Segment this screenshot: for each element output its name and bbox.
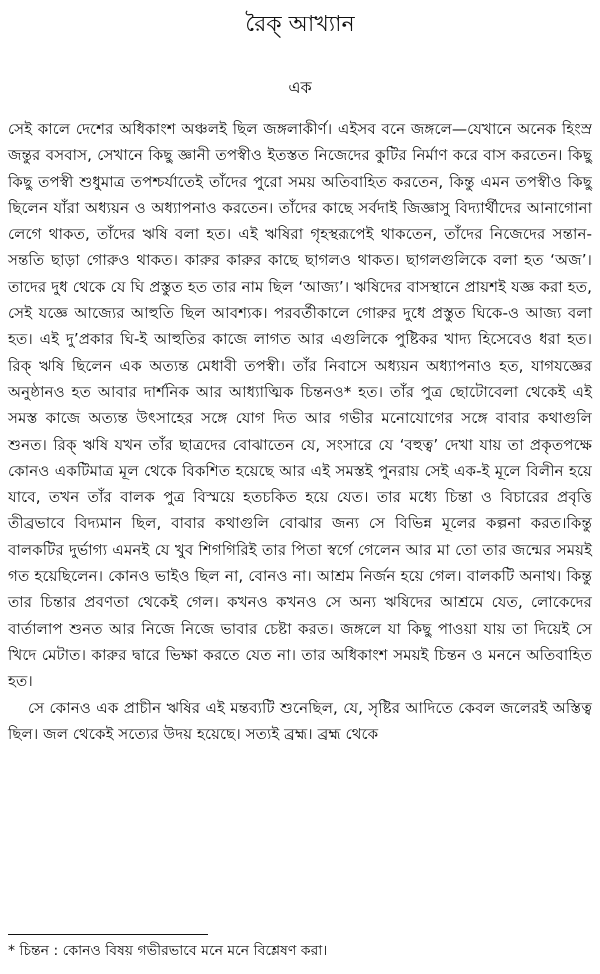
paragraph-2: সে কোনও এক প্রাচীন ঋষির এই মন্তব্যটি শুনেছিল, যে, সৃষ্টির আদিতে কেবল জলেরই অস্তিত্ব ছিল। জল থেকেই সত্যের উদয় হয়েছে। সত্যই ব্রহ্ম। ব্রহ্ম থেকে xyxy=(8,698,592,743)
chapter-title: রৈক্ আখ্যান xyxy=(245,12,355,37)
footnote: * চিন্তন : কোনও বিষয় গভীরভাবে মনে মনে বিশ্লেষণ করা। xyxy=(8,943,328,959)
paragraph-1: সেই কালে দেশের অধিকাংশ অঞ্চলই ছিল জঙ্গলাকীর্ণ। এইসব বনে জঙ্গলে—যেখানে অনেক হিংস্র জন্তুর বসবাস, সেখানে কিছু জ্ঞানী তপস্বীও ইতস্তত নিজেদের কুটির নির্মাণ করে বাস করতেন। কিছু কিছু তপস্বী শুধুমাত্র তপশ্চর্যাতেই তাঁদের পুরো সময় অতিবাহিত করতেন, কিন্তু এমন তপস্বীও কিছু ছিলেন যাঁরা অধ্যয়ন ও অধ্যাপনাও করতেন। তাঁদের কাছে সর্বদাই জিজ্ঞাসু বিদ্যার্থীদের আনাগোনা লেগে থাকত, তাঁদের ঋষি বলা হত। এই ঋষিরা গৃহস্থরূপেই থাকতেন, তাঁদের নিজেদের সন্তান-সন্ততি ছাড়া গোরুও থাকত। কারুর কারুর কাছে ছাগলও থাকত। ছাগলগুলিকে বলা হত ‘অজ’। তাদের দুধ থেকে যে ঘি প্রস্তুত হত তার নাম ছিল ‘আজ্য’। ঋষিদের বাসস্থানে প্রায়শই যজ্ঞ করা হত, সেই যজ্ঞে আজ্যের আহুতি ছিল আবশ্যক। পরবর্তীকালে গোরুর দুধে প্রস্তুত ঘিকে-ও আজ্য বলা হত। এই দু’প্রকার ঘি-ই আহুতির কাজে লাগত আর এগুলিকে পুষ্টিকর খাদ্য হিসেবেও ধরা হত। রিক্ ঋষি ছিলেন এক অত্যন্ত মেধাবী তপস্বী। তাঁর নিবাসে অধ্যয়ন অধ্যাপনাও হত, যাগযজ্ঞের অনুষ্ঠানও হত আবার দার্শনিক আর আধ্যাত্মিক চিন্তনও* হত। তাঁর পুত্র ছোটোবেলা থেকেই এই সমস্ত কাজে অত্যন্ত উৎসাহের সঙ্গে যোগ দিত আর গভীর মনোযোগের সঙ্গে বাবার কথাগুলি শুনত। রিক্ ঋষি যখন তাঁর ছাত্রদের বোঝাতেন যে, সংসারে যে ‘বহুত্ব’ দেখা যায় তা প্রকৃতপক্ষে কোনও একটিমাত্র মূল থেকে বিকশিত হয়েছে আর এই সমস্তই পুনরায় সেই এক-ই মূলে বিলীন হয়ে যাবে, তখন তাঁর বালক পুত্র বিস্ময়ে হতচকিত হয়ে যেত। তার মধ্যে চিন্তা ও বিচারের প্রবৃত্তি তীব্রভাবে বিদ্যমান ছিল, বাবার কথাগুলি বোঝার জন্য সে বিভিন্ন মূলের কল্পনা করত।কিন্তু বালকটির দুর্ভাগ্য এমনই যে খুব শিগগিরিই তার পিতা স্বর্গে গেলেন আর মা তো তার জন্মের সময়ই গত হয়েছিলেন। কোনও ভাইও ছিল না, বোনও না। আশ্রম নির্জন হয়ে গেল। বালকটি অনাথ। কিন্তু তার চিন্তার প্রবণতা থেকেই গেল। কখনও কখনও সে অন্য ঋষিদের আশ্রমে যেত, লোকেদের বার্তালাপ শুনত আর নিজে নিজে ভাবার চেষ্টা করত। জঙ্গলে যা কিছু পাওয়া যায় তা দিয়েই সে খিদে মেটাত। কারুর দ্বারে ভিক্ষা করতে যেত না। তার অধিকাংশ সময়ই চিন্তন ও মননে অতিবাহিত হত। xyxy=(8,120,592,691)
footnote-divider xyxy=(8,934,208,935)
body-text xyxy=(8,116,592,747)
section-heading: এক xyxy=(288,78,312,97)
